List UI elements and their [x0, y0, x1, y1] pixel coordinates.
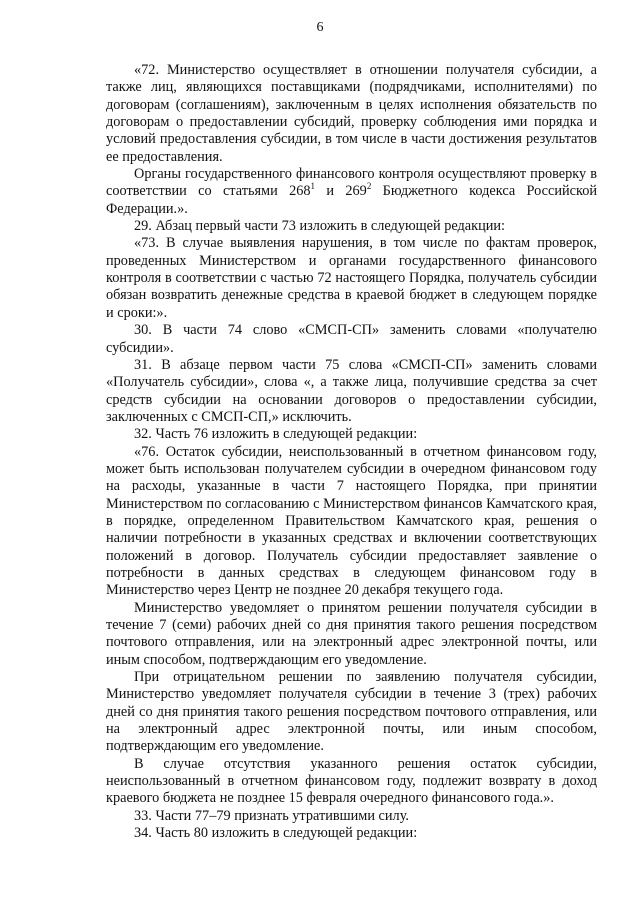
paragraph-negative-decision: При отрицательном решении по заявлению получателя субсидии, Министерство уведомляет получателя субсидии в течение 3 (трех) рабочих дней со дня принятия такого решения посредством почтового отправления, или на электронный адрес электронной почты, или иным способом, подтверждающим его уведомление.	[106, 669, 597, 755]
paragraph-32: 32. Часть 76 изложить в следующей редакции:	[134, 426, 418, 443]
paragraph-ministry-notice: Министерство уведомляет о принятом решении получателя субсидии в течение 7 (семи) рабочих дней со дня принятия такого решения посредством почтового отправления, или на электронный адрес электронной почты, или иным способом, подтверждающим его уведомление.	[106, 599, 597, 668]
paragraph-73: «73. В случае выявления нарушения, в том числе по фактам проверок, проведенных Министерством и органами государственного финансового контроля в соответствии с частью 72 настоящего Порядка, получатель субсидии обязан возвратить денежные средства в краевой бюджет в следующем порядке и сроки:».	[106, 235, 597, 321]
document-body	[106, 62, 597, 842]
control-text-end: Бюджетного кодекса Российской Федерации.».	[106, 183, 597, 217]
control-text-start: Органы государственного финансового контроля осуществляют проверку в соответствии со статьями 268	[106, 166, 597, 200]
paragraph-control-bodies	[106, 166, 597, 218]
superscript-269: 2	[366, 181, 372, 192]
paragraph-31: 31. В абзаце первом части 75 слова «СМСП-СП» заменить словами «Получатель субсидии», слова «, а также лица, получившие средства за счет средств субсидии на основании договоров о предоставлении субсидии, заключенных с СМСП-СП,» исключить.	[106, 356, 597, 425]
control-text-middle: и 269	[315, 183, 367, 200]
paragraph-34: 34. Часть 80 изложить в следующей редакции:	[134, 825, 418, 842]
paragraph-76: «76. Остаток субсидии, неиспользованный в отчетном финансовом году, может быть использован получателем субсидии в очередном финансовом году на расходы, указанные в части 7 настоящего Порядка, при принятии Министерством по согласованию с Министерством финансов Камчатского края, в порядке, определенном Правительством Камчатского края, решения о наличии потребности в указанных средствах и включении соответствующих положений в договор. Получатель субсидии предоставляет заявление о потребности в данных средствах в следующем финансовом году в Министерство через Центр не позднее 20 декабря текущего года.	[106, 443, 597, 599]
superscript-268: 1	[310, 181, 316, 192]
paragraph-33: 33. Части 77–79 признать утратившими силу.	[134, 807, 409, 824]
paragraph-30: 30. В части 74 слово «СМСП-СП» заменить словами «получателю субсидии».	[106, 322, 597, 356]
page-number: 6	[316, 20, 324, 35]
paragraph-no-decision: В случае отсутствия указанного решения остаток субсидии, неиспользованный в отчетном финансовом году, подлежит возврату в доход краевого бюджета не позднее 15 февраля очередного финансового года.».	[106, 755, 597, 807]
paragraph-29: 29. Абзац первый части 73 изложить в следующей редакции:	[134, 218, 506, 235]
paragraph-72: «72. Министерство осуществляет в отношении получателя субсидии, а также лиц, являющихся поставщиками (подрядчиками, исполнителями) по договорам (соглашениям), заключенным в целях исполнения обязательств по договорам о предоставлении субсидий, проверку соблюдения ими порядка и условий предоставления субсидии, в том числе в части достижения результатов ее предоставления.	[106, 62, 597, 165]
